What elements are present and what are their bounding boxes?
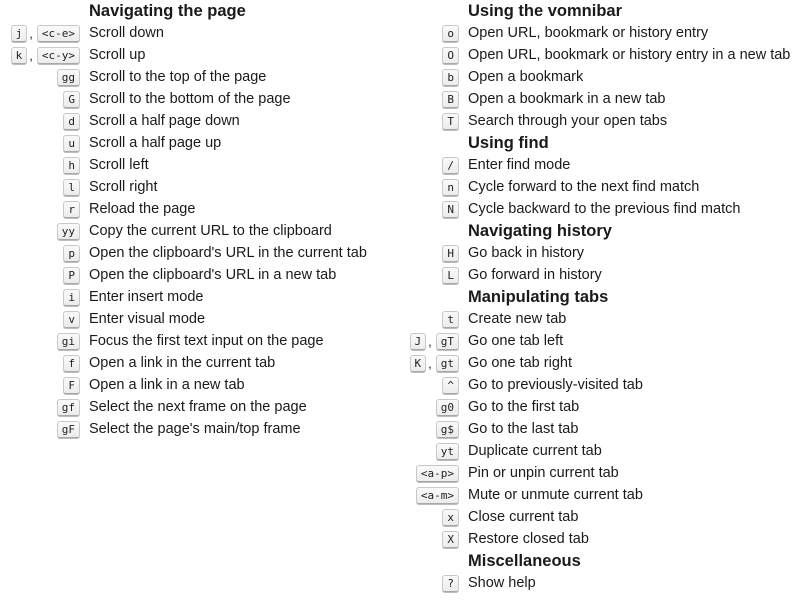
shortcut-keys: [0, 25, 80, 42]
key-badge: /: [442, 157, 459, 174]
shortcut-row: [405, 88, 800, 110]
shortcut-row: [405, 352, 800, 374]
key-badge: o: [442, 25, 459, 42]
shortcut-keys: [0, 69, 80, 86]
shortcut-row: [405, 396, 800, 418]
shortcut-row: [0, 330, 395, 352]
shortcut-keys: [0, 355, 80, 372]
shortcut-keys: [405, 509, 459, 526]
shortcut-row: [0, 242, 395, 264]
shortcut-description: Open a link in a new tab: [89, 377, 245, 393]
shortcut-description: Cycle backward to the previous find match: [468, 201, 741, 217]
shortcut-row: [0, 66, 395, 88]
shortcut-row: [0, 396, 395, 418]
shortcut-description: Open URL, bookmark or history entry in a new tab: [468, 47, 791, 63]
shortcut-description: Search through your open tabs: [468, 113, 668, 129]
shortcut-row: [405, 374, 800, 396]
shortcut-description: Pin or unpin current tab: [468, 465, 619, 481]
shortcut-description: Open a bookmark in a new tab: [468, 91, 666, 107]
section-title: Using the vomnibar: [468, 2, 623, 20]
key-badge: n: [442, 179, 459, 196]
key-badge: l: [63, 179, 80, 196]
key-badge: g0: [436, 399, 459, 416]
shortcut-keys: [0, 289, 80, 306]
shortcut-description: Create new tab: [468, 311, 567, 327]
shortcut-keys: [0, 399, 80, 416]
key-badge: g$: [436, 421, 459, 438]
key-badge: H: [442, 245, 459, 262]
shortcut-keys: [0, 311, 80, 328]
shortcut-keys: [405, 487, 459, 504]
shortcut-row: [0, 110, 395, 132]
shortcut-description: Restore closed tab: [468, 531, 589, 547]
shortcut-row: [0, 418, 395, 440]
shortcut-row: [405, 330, 800, 352]
shortcut-description: Scroll to the top of the page: [89, 69, 267, 85]
shortcut-keys: [405, 47, 459, 64]
key-separator: ,: [428, 333, 432, 349]
shortcut-row: [405, 176, 800, 198]
key-badge: gg: [57, 69, 80, 86]
shortcut-description: Scroll a half page up: [89, 135, 222, 151]
shortcut-keys: [0, 179, 80, 196]
shortcut-row: [0, 220, 395, 242]
section-title: Navigating history: [468, 222, 612, 240]
shortcut-description: Go to the first tab: [468, 399, 580, 415]
shortcut-description: Go back in history: [468, 245, 585, 261]
shortcut-keys: [405, 311, 459, 328]
shortcut-row: [405, 264, 800, 286]
shortcut-keys: [405, 91, 459, 108]
shortcut-keys: [405, 179, 459, 196]
shortcut-row: [0, 154, 395, 176]
shortcut-description: Show help: [468, 575, 536, 591]
shortcut-keys: [0, 135, 80, 152]
key-separator: ,: [29, 25, 33, 41]
shortcut-row: [0, 176, 395, 198]
shortcut-row: [405, 506, 800, 528]
shortcut-row: [405, 242, 800, 264]
key-badge: b: [442, 69, 459, 86]
shortcut-keys: [405, 69, 459, 86]
shortcut-row: [0, 44, 395, 66]
shortcut-description: Open the clipboard's URL in the current tab: [89, 245, 367, 261]
shortcut-row: [0, 264, 395, 286]
shortcut-keys: [405, 465, 459, 482]
key-badge: gf: [57, 399, 80, 416]
key-badge: d: [63, 113, 80, 130]
shortcut-keys: [405, 245, 459, 262]
shortcut-keys: [405, 333, 459, 350]
shortcut-description: Mute or unmute current tab: [468, 487, 643, 503]
shortcut-keys: [0, 157, 80, 174]
shortcut-description: Go forward in history: [468, 267, 602, 283]
shortcut-keys: [0, 223, 80, 240]
key-badge: u: [63, 135, 80, 152]
shortcut-keys: [405, 399, 459, 416]
key-badge: h: [63, 157, 80, 174]
key-separator: ,: [428, 355, 432, 371]
shortcut-keys: [405, 355, 459, 372]
key-badge: <c-e>: [37, 25, 80, 42]
right-column: [405, 0, 800, 594]
key-badge: P: [63, 267, 80, 284]
shortcut-row: [405, 462, 800, 484]
shortcut-description: Reload the page: [89, 201, 196, 217]
shortcut-row: [405, 198, 800, 220]
shortcut-keys: [0, 245, 80, 262]
key-badge: X: [442, 531, 459, 548]
shortcut-keys: [405, 157, 459, 174]
shortcut-row: [0, 88, 395, 110]
shortcut-row: [405, 154, 800, 176]
shortcut-keys: [405, 267, 459, 284]
shortcut-keys: [405, 377, 459, 394]
shortcut-keys: [0, 267, 80, 284]
shortcut-row: [405, 418, 800, 440]
key-badge: ^: [442, 377, 459, 394]
shortcut-description: Enter visual mode: [89, 311, 206, 327]
shortcut-keys: [0, 113, 80, 130]
key-badge: i: [63, 289, 80, 306]
shortcut-keys: [0, 377, 80, 394]
key-badge: x: [442, 509, 459, 526]
shortcut-description: Open a bookmark: [468, 69, 584, 85]
shortcut-keys: [0, 91, 80, 108]
shortcut-row: [405, 44, 800, 66]
shortcut-row: [405, 440, 800, 462]
shortcut-row: [0, 22, 395, 44]
key-badge: J: [410, 333, 427, 350]
key-badge: F: [63, 377, 80, 394]
shortcut-keys: [405, 443, 459, 460]
shortcut-description: Cycle forward to the next find match: [468, 179, 700, 195]
key-badge: yt: [436, 443, 459, 460]
shortcut-keys: [405, 201, 459, 218]
shortcut-row: [0, 374, 395, 396]
shortcut-keys: [405, 113, 459, 130]
shortcut-keys: [405, 25, 459, 42]
key-badge: G: [63, 91, 80, 108]
shortcut-keys: [0, 333, 80, 350]
shortcut-row: [405, 308, 800, 330]
section-navigating-the-page: [0, 0, 395, 440]
key-badge: T: [442, 113, 459, 130]
shortcut-description: Copy the current URL to the clipboard: [89, 223, 332, 239]
key-badge: B: [442, 91, 459, 108]
shortcut-row: [405, 66, 800, 88]
shortcut-keys: [0, 47, 80, 64]
shortcut-description: Enter find mode: [468, 157, 571, 173]
key-badge: <c-y>: [37, 47, 80, 64]
shortcut-description: Select the page's main/top frame: [89, 421, 301, 437]
key-badge: N: [442, 201, 459, 218]
shortcut-description: Scroll to the bottom of the page: [89, 91, 291, 107]
shortcut-description: Go to previously-visited tab: [468, 377, 643, 393]
shortcut-description: Scroll a half page down: [89, 113, 240, 129]
shortcut-description: Open a link in the current tab: [89, 355, 276, 371]
shortcut-row: [0, 132, 395, 154]
shortcut-description: Open the clipboard's URL in a new tab: [89, 267, 337, 283]
shortcut-row: [405, 110, 800, 132]
key-separator: ,: [29, 47, 33, 63]
key-badge: <a-p>: [416, 465, 459, 482]
shortcut-row: [0, 352, 395, 374]
key-badge: gt: [436, 355, 459, 372]
shortcut-keys: [405, 531, 459, 548]
shortcut-keys: [0, 201, 80, 218]
shortcut-row: [405, 528, 800, 550]
key-badge: ?: [442, 575, 459, 592]
shortcut-description: Go one tab left: [468, 333, 564, 349]
shortcut-description: Enter insert mode: [89, 289, 204, 305]
key-badge: r: [63, 201, 80, 218]
key-badge: gT: [436, 333, 459, 350]
shortcut-row: [0, 308, 395, 330]
shortcut-row: [0, 286, 395, 308]
section-using-the-vomnibar: [405, 0, 800, 132]
key-badge: p: [63, 245, 80, 262]
shortcut-description: Open URL, bookmark or history entry: [468, 25, 709, 41]
key-badge: t: [442, 311, 459, 328]
key-badge: gi: [57, 333, 80, 350]
key-badge: yy: [57, 223, 80, 240]
shortcut-keys: [405, 575, 459, 592]
key-badge: <a-m>: [416, 487, 459, 504]
section-title: Using find: [468, 134, 549, 152]
key-badge: L: [442, 267, 459, 284]
section-manipulating-tabs: [405, 286, 800, 550]
section-title: Manipulating tabs: [468, 288, 609, 306]
key-badge: j: [11, 25, 28, 42]
shortcut-keys: [405, 421, 459, 438]
shortcut-description: Go to the last tab: [468, 421, 579, 437]
left-column: [0, 0, 395, 440]
key-badge: f: [63, 355, 80, 372]
shortcut-description: Go one tab right: [468, 355, 572, 371]
section-using-find: [405, 132, 800, 220]
shortcut-description: Focus the first text input on the page: [89, 333, 324, 349]
section-navigating-history: [405, 220, 800, 286]
shortcut-description: Select the next frame on the page: [89, 399, 307, 415]
shortcut-description: Duplicate current tab: [468, 443, 602, 459]
key-badge: k: [11, 47, 28, 64]
shortcut-row: [405, 22, 800, 44]
shortcut-description: Scroll up: [89, 47, 146, 63]
shortcut-keys: [0, 421, 80, 438]
shortcut-description: Scroll left: [89, 157, 149, 173]
shortcut-row: [0, 198, 395, 220]
section-title: Navigating the page: [89, 2, 246, 20]
shortcut-row: [405, 484, 800, 506]
shortcut-description: Scroll down: [89, 25, 164, 41]
shortcut-description: Close current tab: [468, 509, 579, 525]
shortcut-row: [405, 572, 800, 594]
key-badge: K: [410, 355, 427, 372]
key-badge: v: [63, 311, 80, 328]
shortcut-description: Scroll right: [89, 179, 158, 195]
key-badge: gF: [57, 421, 80, 438]
section-title: Miscellaneous: [468, 552, 581, 570]
key-badge: O: [442, 47, 459, 64]
section-miscellaneous: [405, 550, 800, 594]
